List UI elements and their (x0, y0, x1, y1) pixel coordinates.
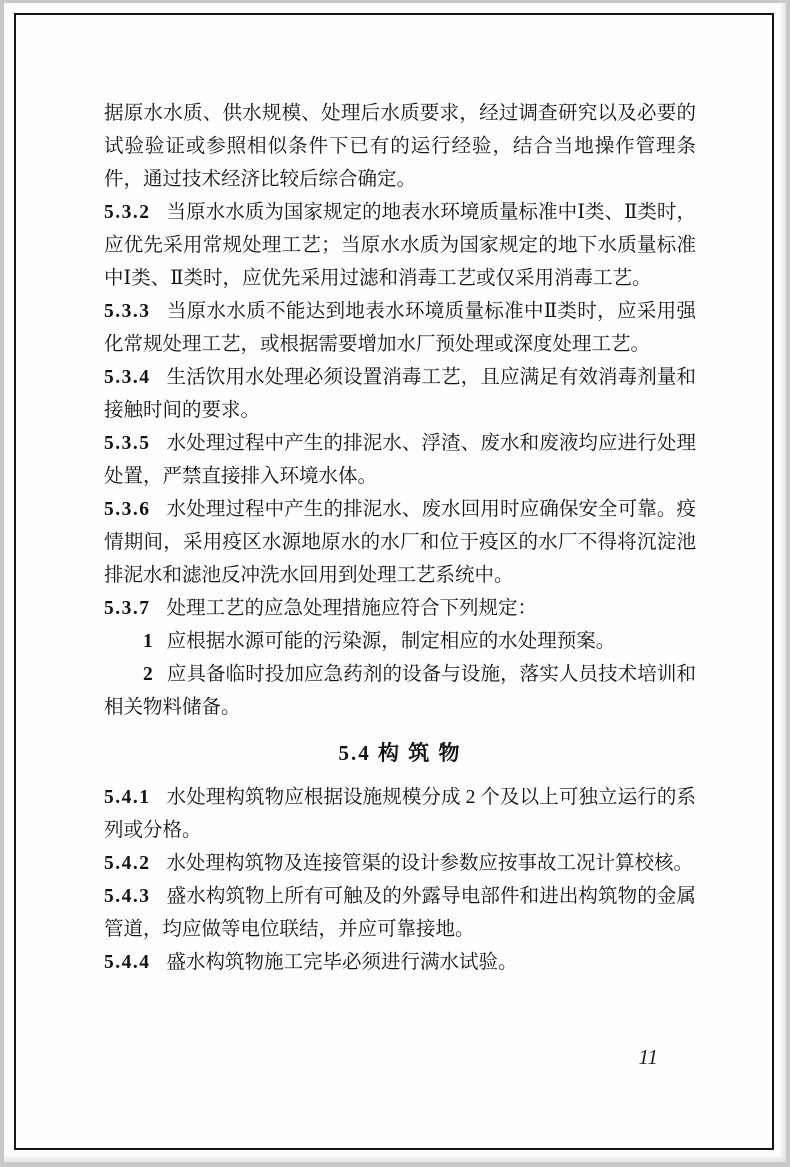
clause-number: 5.4.1 (104, 787, 151, 808)
clause-5-3-5 (104, 427, 696, 493)
clause-number: 5.3.6 (104, 499, 151, 520)
clause-text: 盛水构筑物施工完毕必须进行满水试验。 (166, 952, 518, 973)
clause-number: 5.3.5 (104, 433, 151, 454)
clause-number: 5.3.7 (104, 598, 151, 619)
clause-5-4-1 (104, 781, 696, 847)
clause-5-3-4 (104, 361, 696, 427)
clause-5-4-2 (104, 847, 696, 880)
clause-5-3-3 (104, 295, 696, 361)
clause-text: 生活饮用水处理必须设置消毒工艺，且应满足有效消毒剂量和接触时间的要求。 (104, 367, 696, 421)
clause-number: 5.4.4 (104, 952, 151, 973)
clause-number: 5.3.3 (104, 301, 151, 322)
page-content (104, 97, 696, 979)
paragraph-continuation (104, 97, 696, 196)
subitem-number: 2 (143, 664, 153, 685)
subitem-text: 应根据水源可能的污染源，制定相应的水处理预案。 (166, 631, 616, 652)
subitem-2 (104, 658, 696, 724)
section-heading-5-4: 5.4 构 筑 物 (338, 741, 462, 765)
clause-number: 5.3.2 (104, 202, 151, 223)
clause-text: 水处理过程中产生的排泥水、浮渣、废水和废液均应进行处理处置，严禁直接排入环境水体。 (104, 433, 696, 487)
clause-text: 水处理过程中产生的排泥水、废水回用时应确保安全可靠。疫情期间，采用疫区水源地原水的水厂和位于疫区的水厂不得将沉淀池排泥水和滤池反冲洗水回用到处理工艺系统中。 (104, 499, 696, 586)
paragraph-text: 据原水水质、供水规模、处理后水质要求，经过调查研究以及必要的试验验证或参照相似条件下已有的运行经验，结合当地操作管理条件，通过技术经济比较后综合确定。 (104, 103, 696, 190)
paper-sheet (4, 3, 786, 1162)
clause-5-3-7 (104, 592, 696, 625)
clause-number: 5.3.4 (104, 367, 151, 388)
subitem-number: 1 (143, 631, 153, 652)
subitem-1 (104, 625, 696, 658)
clause-5-4-4 (104, 946, 696, 979)
clause-text: 当原水水质为国家规定的地表水环境质量标准中Ⅰ类、Ⅱ类时，应优先采用常规处理工艺；当原水水质为国家规定的地下水质量标准中Ⅰ类、Ⅱ类时，应优先采用过滤和消毒工艺或仅采用消毒工艺。 (104, 202, 696, 289)
page-number: 11 (638, 1045, 658, 1069)
subitem-text: 应具备临时投加应急药剂的设备与设施，落实人员技术培训和相关物料储备。 (104, 664, 696, 718)
clause-text: 水处理构筑物及连接管渠的设计参数应按事故工况计算校核。 (166, 853, 694, 874)
clause-number: 5.4.2 (104, 853, 151, 874)
clause-text: 当原水水质不能达到地表水环境质量标准中Ⅱ类时，应采用强化常规处理工艺，或根据需要增加水厂预处理或深度处理工艺。 (104, 301, 696, 355)
clause-text: 盛水构筑物上所有可触及的外露导电部件和进出构筑物的金属管道，均应做等电位联结，并应可靠接地。 (104, 886, 696, 940)
clause-number: 5.4.3 (104, 886, 151, 907)
clause-text: 处理工艺的应急处理措施应符合下列规定： (166, 598, 538, 619)
clause-text: 水处理构筑物应根据设施规模分成 2 个及以上可独立运行的系列或分格。 (104, 787, 696, 841)
clause-5-4-3 (104, 880, 696, 946)
clause-5-3-2 (104, 196, 696, 295)
clause-5-3-6 (104, 493, 696, 592)
